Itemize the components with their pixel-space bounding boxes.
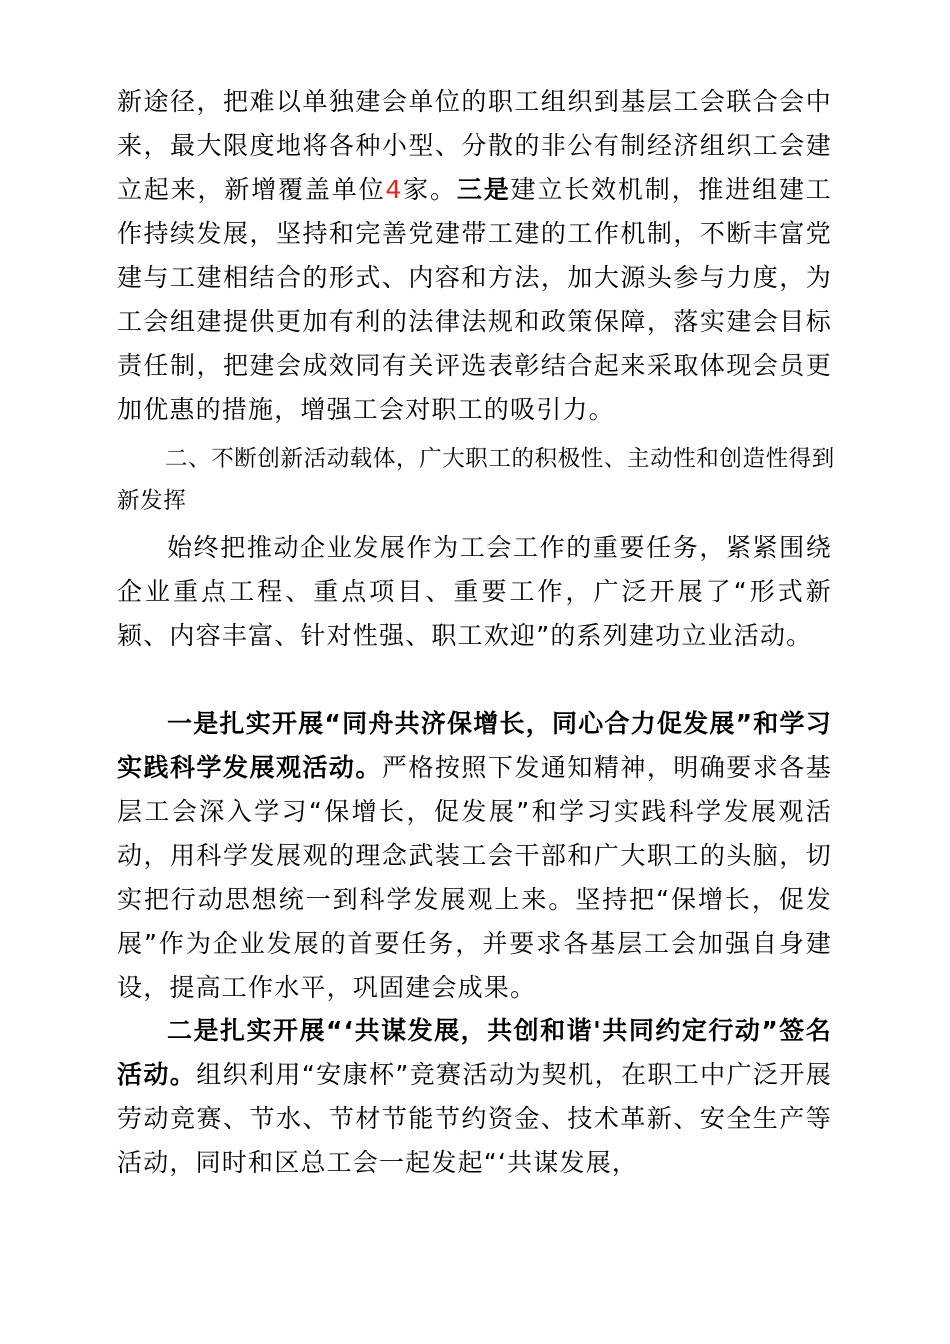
paragraph-text: 建立长效机制，推进组建工作持续发展，坚持和完善党建带工建的工作机制，不断丰富党建与工建相结合的形式、内容和方法，加大源头参与力度，为工会组建提供更加有利的法律法规和政策保障，落实建会目标责任制，把建会成效同有关评选表彰结合起来采取体现会员更加优惠的措施，增强工会对职工的吸引力。 xyxy=(117,175,832,424)
section-heading: 二、不断创新活动载体，广大职工的积极性、主动性和创造性得到新发挥 xyxy=(117,446,835,514)
paragraph-text: 严格按照下发通知精神，明确要求各基层工会深入学习“保增长，促发展”和学习实践科学发展观活动，用科学发展观的理念武装工会干部和广大职工的头脑，切实把行动思想统一到科学发展观上来。坚持把“保增长，促发展”作为企业发展的首要任务，并要求各基层工会加强自身建设，提高工作水平，巩固建会成果。 xyxy=(117,753,832,1002)
paragraph-item-two xyxy=(117,1009,832,1185)
bold-lead-phrase: 三是 xyxy=(456,175,511,204)
bold-lead-phrase: 一是扎实开展“同舟共济保增长，同心合力促发展”和学习实践科学发展观活动。 xyxy=(117,709,832,782)
new-units-count: 4 xyxy=(385,175,403,204)
paragraph-item-one xyxy=(117,702,832,1010)
paragraph-activities-intro: 始终把推动企业发展作为工会工作的重要任务，紧紧围绕企业重点工程、重点项目、重要工作，广泛开展了“形式新颖、内容丰富、针对性强、职工欢迎”的系列建功立业活动。 xyxy=(117,533,832,650)
paragraph-text: 新途径，把难以单独建会单位的职工组织到基层工会联合会中来，最大限度地将各种小型、分散的非公有制经济组织工会建立起来，新增覆盖单位 xyxy=(117,87,832,204)
paragraph-text: 家。 xyxy=(402,175,457,204)
paragraph-organizing-mechanism xyxy=(117,80,832,432)
paragraph-text: 组织利用“安康杯”竞赛活动为契机，在职工中广泛开展劳动竞赛、节水、节材节能节约资金、技术革新、安全生产等活动，同时和区总工会一起发起“‘共谋发展， xyxy=(117,1060,832,1177)
bold-lead-phrase: 二是扎实开展“‘共谋发展，共创和谐'共同约定行动”签名活动。 xyxy=(117,1016,832,1089)
